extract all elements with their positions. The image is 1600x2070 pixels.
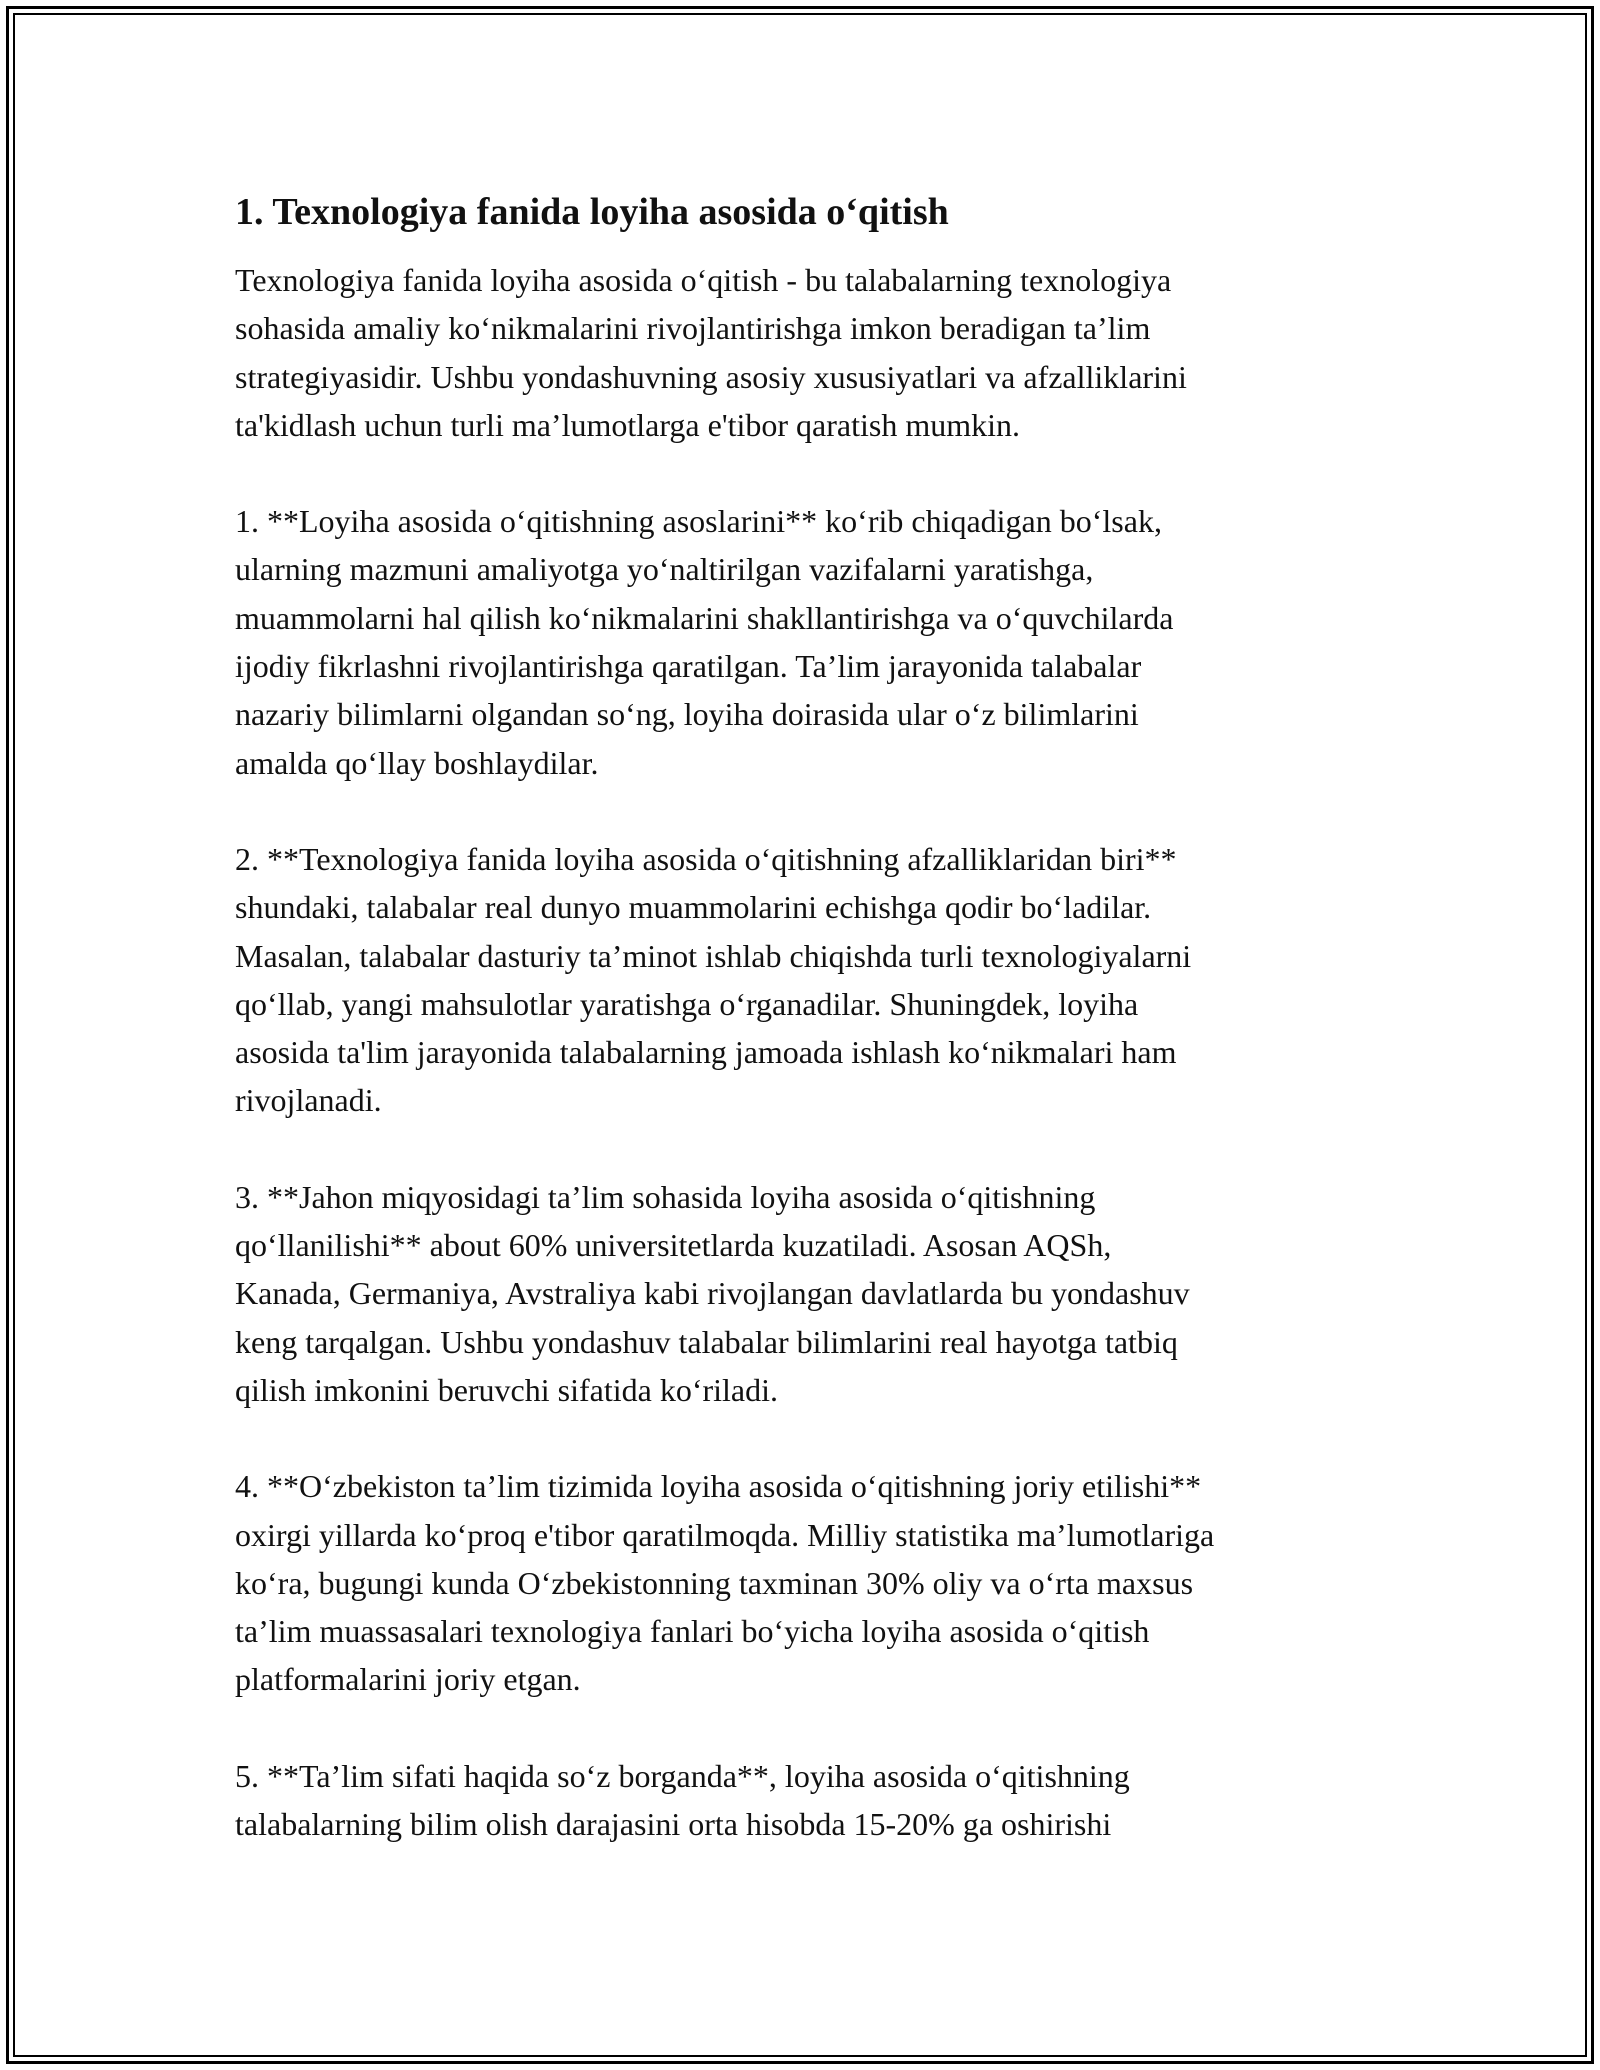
- paragraph-line: qilish imkonini beruvchi sifatida ko‘riladi.: [235, 1371, 779, 1408]
- paragraph-line: strategiyasidir. Ushbu yondashuvning asosiy xususiyatlari va afzalliklarini: [235, 358, 1187, 395]
- paragraph-line: Texnologiya fanida loyiha asosida o‘qitish - bu talabalarning texnologiya: [235, 262, 1172, 298]
- list-item-5-paragraph: [235, 1752, 1395, 1849]
- paragraph-line: Kanada, Germaniya, Avstraliya kabi rivojlangan davlatlarda bu yondashuv: [235, 1275, 1190, 1312]
- paragraph-line: ko‘ra, bugungi kunda O‘zbekistonning taxminan 30% oliy va o‘rta maxsus: [235, 1564, 1194, 1601]
- paragraph-line: muammolarni hal qilish ko‘nikmalarini shakllantirishga va o‘quvchilarda: [235, 599, 1174, 636]
- paragraph-line: 1. **Loyiha asosida o‘qitishning asoslarini** ko‘rib chiqadigan bo‘lsak,: [235, 503, 1162, 540]
- paragraph-line: shundaki, talabalar real dunyo muammolarini echishga qodir bo‘ladilar.: [235, 889, 1152, 926]
- paragraph-line: ta’lim muassasalari texnologiya fanlari bo‘yicha loyiha asosida o‘qitish: [235, 1613, 1150, 1650]
- paragraph-line: sohasida amaliy ko‘nikmalarini rivojlantirishga imkon beradigan ta’lim: [235, 310, 1151, 347]
- paragraph-line: 2. **Texnologiya fanida loyiha asosida o‘qitishning afzalliklaridan biri**: [235, 840, 1177, 877]
- paragraph-line: ularning mazmuni amaliyotga yo‘naltirilgan vazifalarni yaratishga,: [235, 551, 1094, 588]
- paragraph-line: qo‘llab, yangi mahsulotlar yaratishga o‘rganadilar. Shuningdek, loyiha: [235, 985, 1139, 1022]
- list-item-1-paragraph: [235, 497, 1395, 787]
- paragraph-line: 5. **Ta’lim sifati haqida so‘z borganda**, loyiha asosida o‘qitishning: [235, 1757, 1130, 1794]
- list-item-2-paragraph: [235, 835, 1395, 1125]
- paragraph-line: 4. **O‘zbekiston ta’lim tizimida loyiha asosida o‘qitishning joriy etilishi**: [235, 1468, 1202, 1505]
- paragraph-line: ijodiy fikrlashni rivojlantirishga qaratilgan. Ta’lim jarayonida talabalar: [235, 648, 1142, 685]
- paragraph-line: talabalarning bilim olish darajasini orta hisobda 15-20% ga oshirishi: [235, 1806, 1112, 1843]
- paragraph-line: rivojlanadi.: [235, 1082, 382, 1119]
- paragraph-line: amalda qo‘llay boshlaydilar.: [235, 744, 599, 781]
- paragraph-line: qo‘llanilishi** about 60% universitetlarda kuzatiladi. Asosan AQSh,: [235, 1227, 1112, 1264]
- paragraph-line: platformalarini joriy etgan.: [235, 1661, 581, 1698]
- paragraph-line: oxirgi yillarda ko‘proq e'tibor qaratilmoqda. Milliy statistika ma’lumotlariga: [235, 1516, 1215, 1553]
- section-title: 1. Texnologiya fanida loyiha asosida o‘qitish: [235, 191, 949, 233]
- paragraph-line: Masalan, talabalar dasturiy ta’minot ishlab chiqishda turli texnologiyalarni: [235, 937, 1192, 974]
- document-body: [235, 186, 1395, 1896]
- paragraph-line: 3. **Jahon miqyosidagi ta’lim sohasida loyiha asosida o‘qitishning: [235, 1178, 1096, 1215]
- intro-paragraph: [235, 256, 1395, 449]
- paragraph-line: asosida ta'lim jarayonida talabalarning jamoada ishlash ko‘nikmalari ham: [235, 1034, 1177, 1071]
- paragraph-line: keng tarqalgan. Ushbu yondashuv talabalar bilimlarini real hayotga tatbiq: [235, 1323, 1178, 1360]
- paragraph-line: ta'kidlash uchun turli ma’lumotlarga e'tibor qaratish mumkin.: [235, 406, 1020, 443]
- paragraph-line: nazariy bilimlarni olgandan so‘ng, loyiha doirasida ular o‘z bilimlarini: [235, 696, 1139, 733]
- list-item-4-paragraph: [235, 1462, 1395, 1703]
- list-item-3-paragraph: [235, 1173, 1395, 1414]
